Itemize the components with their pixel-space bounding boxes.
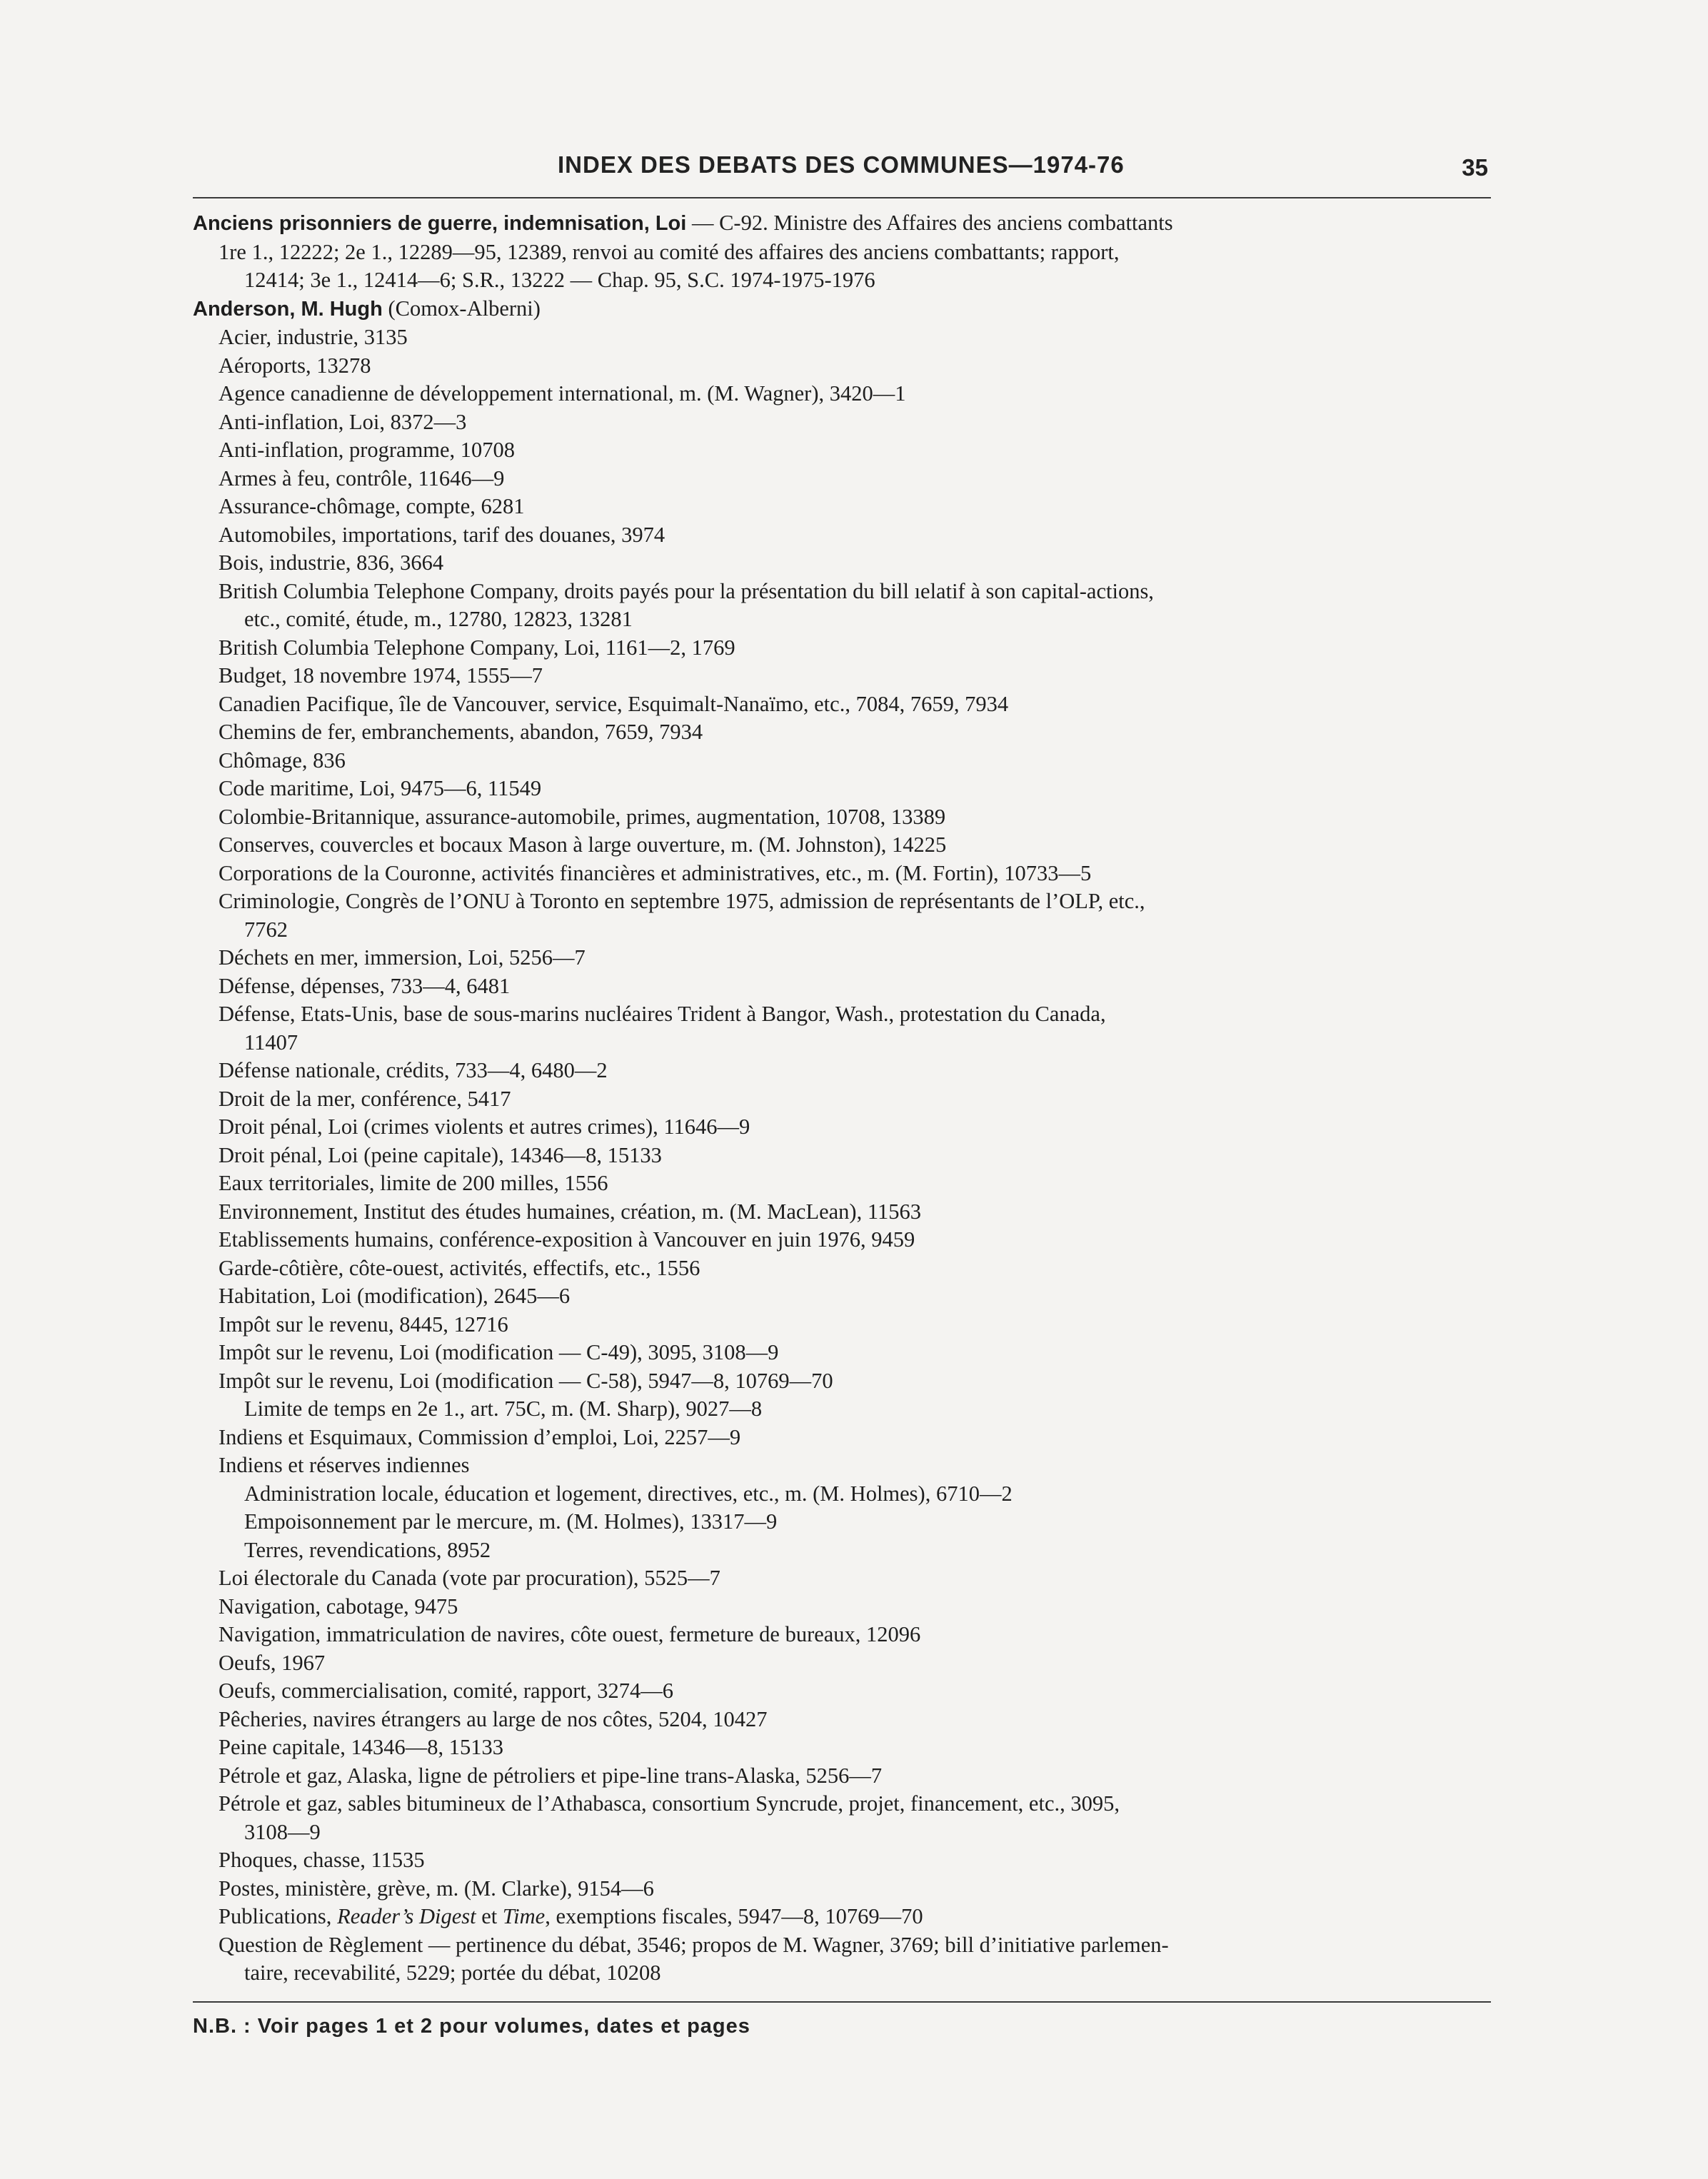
index-text: Oeufs, 1967 — [218, 1650, 326, 1675]
index-line — [193, 238, 1491, 267]
index-line — [193, 860, 1491, 888]
index-line — [193, 1254, 1491, 1283]
index-line — [193, 1169, 1491, 1198]
index-line — [193, 831, 1491, 860]
index-text: Loi électorale du Canada (vote par procuration), 5525—7 — [218, 1566, 720, 1590]
index-line — [193, 747, 1491, 775]
index-line — [193, 1480, 1491, 1509]
index-text: Droit pénal, Loi (peine capitale), 14346—8, 15133 — [218, 1142, 662, 1167]
index-text: 1re 1., 12222; 2e 1., 12289—95, 12389, renvoi au comité des affaires des anciens combattants; rapport, — [218, 239, 1120, 264]
index-text: Navigation, cabotage, 9475 — [218, 1594, 458, 1619]
index-text: Environnement, Institut des études humaines, création, m. (M. MacLean), 11563 — [218, 1199, 921, 1224]
index-line — [193, 1282, 1491, 1311]
index-text: Colombie-Britannique, assurance-automobile, primes, augmentation, 10708, 13389 — [218, 804, 946, 829]
index-text: Indiens et Esquimaux, Commission d’emploi, Loi, 2257—9 — [218, 1424, 741, 1449]
index-line — [193, 972, 1491, 1001]
index-text: Code maritime, Loi, 9475—6, 11549 — [218, 776, 542, 800]
index-line — [193, 295, 1491, 324]
index-text: Oeufs, commercialisation, comité, rapport, 3274—6 — [218, 1679, 673, 1703]
index-text: Agence canadienne de développement international, m. (M. Wagner), 3420—1 — [218, 381, 906, 406]
index-text: Déchets en mer, immersion, Loi, 5256—7 — [218, 945, 586, 970]
index-line — [193, 690, 1491, 719]
index-text: British Columbia Telephone Company, Loi, 1161—2, 1769 — [218, 635, 735, 660]
index-line — [193, 634, 1491, 663]
index-text: Chemins de fer, embranchements, abandon, 7659, 7934 — [218, 720, 703, 744]
index-line — [193, 1339, 1491, 1367]
index-line — [193, 887, 1491, 916]
index-text: et — [476, 1904, 503, 1928]
index-text: Terres, revendications, 8952 — [244, 1537, 491, 1562]
index-text: Corporations de la Couronne, activités financières et administratives, etc., m. (M. Fortin), 10733—5 — [218, 860, 1092, 885]
index-line — [193, 1959, 1491, 1988]
index-line — [193, 436, 1491, 465]
index-text: Conserves, couvercles et bocaux Mason à large ouverture, m. (M. Johnston), 14225 — [218, 832, 947, 857]
index-text: 7762 — [244, 917, 288, 942]
index-text: Empoisonnement par le mercure, m. (M. Holmes), 13317—9 — [244, 1509, 778, 1534]
index-line — [193, 1142, 1491, 1170]
index-line — [193, 209, 1491, 238]
index-text: British Columbia Telephone Company, droits payés pour la présentation du bill ıelatif à son capital-actions, — [218, 578, 1154, 603]
page-header — [193, 151, 1491, 191]
index-line — [193, 549, 1491, 578]
footer-note: N.B. : Voir pages 1 et 2 pour volumes, dates et pages — [193, 2015, 750, 2038]
index-italic-title: Time — [502, 1904, 546, 1928]
index-text: Canadien Pacifique, île de Vancouver, service, Esquimalt-Nanaïmo, etc., 7084, 7659, 7934 — [218, 691, 1009, 716]
index-text: Bois, industrie, 836, 3664 — [218, 550, 444, 575]
index-text: , exemptions fiscales, 5947—8, 10769—70 — [545, 1904, 923, 1928]
index-text: Garde-côtière, côte-ouest, activités, effectifs, etc., 1556 — [218, 1255, 700, 1280]
index-line — [193, 916, 1491, 945]
index-line — [193, 1508, 1491, 1536]
index-line — [193, 775, 1491, 803]
index-text: Assurance-chômage, compte, 6281 — [218, 494, 525, 518]
index-line — [193, 1903, 1491, 1931]
index-text: Chômage, 836 — [218, 748, 346, 773]
index-line — [193, 1424, 1491, 1452]
page-title: INDEX DES DEBATS DES COMMUNES—1974-76 — [558, 151, 1125, 178]
index-line — [193, 408, 1491, 437]
index-line — [193, 1029, 1491, 1057]
index-line — [193, 1113, 1491, 1142]
index-line — [193, 266, 1491, 295]
index-line — [193, 1593, 1491, 1621]
index-text: Peine capitale, 14346—8, 15133 — [218, 1735, 503, 1759]
index-text: Question de Règlement — pertinence du débat, 3546; propos de M. Wagner, 3769; bill d’initiative parlemen- — [218, 1932, 1169, 1957]
index-line — [193, 1762, 1491, 1791]
index-italic-title: Reader’s Digest — [337, 1904, 476, 1928]
index-line — [193, 1226, 1491, 1254]
index-text: Habitation, Loi (modification), 2645—6 — [218, 1284, 571, 1308]
index-line — [193, 352, 1491, 381]
index-text: Défense, Etats-Unis, base de sous-marins nucléaires Trident à Bangor, Wash., protestation du Canada, — [218, 1002, 1106, 1026]
index-text: Impôt sur le revenu, Loi (modification — C-58), 5947—8, 10769—70 — [218, 1368, 833, 1393]
header-rule — [193, 197, 1491, 198]
index-line — [193, 465, 1491, 493]
index-entries — [193, 209, 1491, 1988]
footer-rule — [193, 2001, 1491, 2003]
index-line — [193, 1536, 1491, 1565]
index-line — [193, 803, 1491, 832]
index-text: Acier, industrie, 3135 — [218, 325, 408, 349]
index-line — [193, 1085, 1491, 1114]
index-text: Pétrole et gaz, sables bitumineux de l’Athabasca, consortium Syncrude, projet, financement, etc., 3095, — [218, 1791, 1120, 1816]
index-text: Postes, ministère, grève, m. (M. Clarke), 9154—6 — [218, 1876, 654, 1901]
index-text: Armes à feu, contrôle, 11646—9 — [218, 466, 505, 490]
index-text: (Comox-Alberni) — [382, 296, 541, 321]
index-text: Droit pénal, Loi (crimes violents et autres crimes), 11646—9 — [218, 1114, 750, 1139]
index-text: Pétrole et gaz, Alaska, ligne de pétroliers et pipe-line trans-Alaska, 5256—7 — [218, 1763, 883, 1788]
index-line — [193, 1367, 1491, 1396]
index-text: Impôt sur le revenu, Loi (modification — C-49), 3095, 3108—9 — [218, 1340, 779, 1364]
index-text: Défense, dépenses, 733—4, 6481 — [218, 973, 511, 998]
index-line — [193, 1311, 1491, 1339]
index-text: Aéroports, 13278 — [218, 353, 371, 378]
index-text: Etablissements humains, conférence-exposition à Vancouver en juin 1976, 9459 — [218, 1227, 915, 1252]
index-text: Budget, 18 novembre 1974, 1555—7 — [218, 663, 543, 688]
index-line — [193, 1057, 1491, 1085]
index-line — [193, 1564, 1491, 1593]
index-line — [193, 1000, 1491, 1029]
index-text: Administration locale, éducation et logement, directives, etc., m. (M. Holmes), 6710—2 — [244, 1481, 1013, 1506]
index-text: Anti-inflation, Loi, 8372—3 — [218, 409, 467, 434]
index-text: Publications, — [218, 1904, 338, 1928]
index-line — [193, 1706, 1491, 1734]
index-line — [193, 1621, 1491, 1649]
index-text: Défense nationale, crédits, 733—4, 6480—2 — [218, 1058, 608, 1082]
index-text: Indiens et réserves indiennes — [218, 1453, 470, 1477]
index-line — [193, 944, 1491, 972]
index-line — [193, 1649, 1491, 1678]
index-text: 12414; 3e 1., 12414—6; S.R., 13222 — Chap. 95, S.C. 1974-1975-1976 — [244, 268, 875, 292]
index-text: taire, recevabilité, 5229; portée du débat, 10208 — [244, 1961, 661, 1985]
index-text: Limite de temps en 2e 1., art. 75C, m. (M. Sharp), 9027—8 — [244, 1397, 763, 1421]
index-line — [193, 1931, 1491, 1960]
index-heading: Anderson, M. Hugh — [193, 297, 383, 321]
index-line — [193, 521, 1491, 550]
index-line — [193, 1790, 1491, 1818]
index-text: Criminologie, Congrès de l’ONU à Toronto en septembre 1975, admission de représentants de l’OLP, etc., — [218, 889, 1145, 913]
index-text: Phoques, chasse, 11535 — [218, 1848, 425, 1872]
index-page — [193, 0, 1491, 2179]
index-text: 11407 — [244, 1030, 298, 1055]
index-line — [193, 1875, 1491, 1903]
index-line — [193, 380, 1491, 408]
index-line — [193, 578, 1491, 606]
index-line — [193, 493, 1491, 521]
index-line — [193, 1818, 1491, 1847]
index-line — [193, 1733, 1491, 1762]
index-line — [193, 323, 1491, 352]
index-line — [193, 1395, 1491, 1424]
index-text: Impôt sur le revenu, 8445, 12716 — [218, 1312, 508, 1337]
page-number: 35 — [1462, 154, 1488, 181]
index-text: Navigation, immatriculation de navires, côte ouest, fermeture de bureaux, 12096 — [218, 1622, 921, 1646]
index-text: Droit de la mer, conférence, 5417 — [218, 1086, 511, 1111]
index-line — [193, 1846, 1491, 1875]
index-line — [193, 718, 1491, 747]
index-text: Automobiles, importations, tarif des douanes, 3974 — [218, 522, 665, 547]
index-text: Eaux territoriales, limite de 200 milles, 1556 — [218, 1171, 608, 1195]
index-text: Pêcheries, navires étrangers au large de nos côtes, 5204, 10427 — [218, 1706, 768, 1731]
index-line — [193, 662, 1491, 690]
index-line — [193, 1677, 1491, 1706]
index-line — [193, 605, 1491, 634]
index-heading: Anciens prisonniers de guerre, indemnisation, Loi — [193, 212, 687, 235]
index-text: — C-92. Ministre des Affaires des anciens combattants — [686, 211, 1173, 235]
index-line — [193, 1198, 1491, 1227]
index-text: 3108—9 — [244, 1819, 321, 1844]
index-text: etc., comité, étude, m., 12780, 12823, 13281 — [244, 607, 633, 631]
index-text: Anti-inflation, programme, 10708 — [218, 438, 516, 462]
index-line — [193, 1451, 1491, 1480]
